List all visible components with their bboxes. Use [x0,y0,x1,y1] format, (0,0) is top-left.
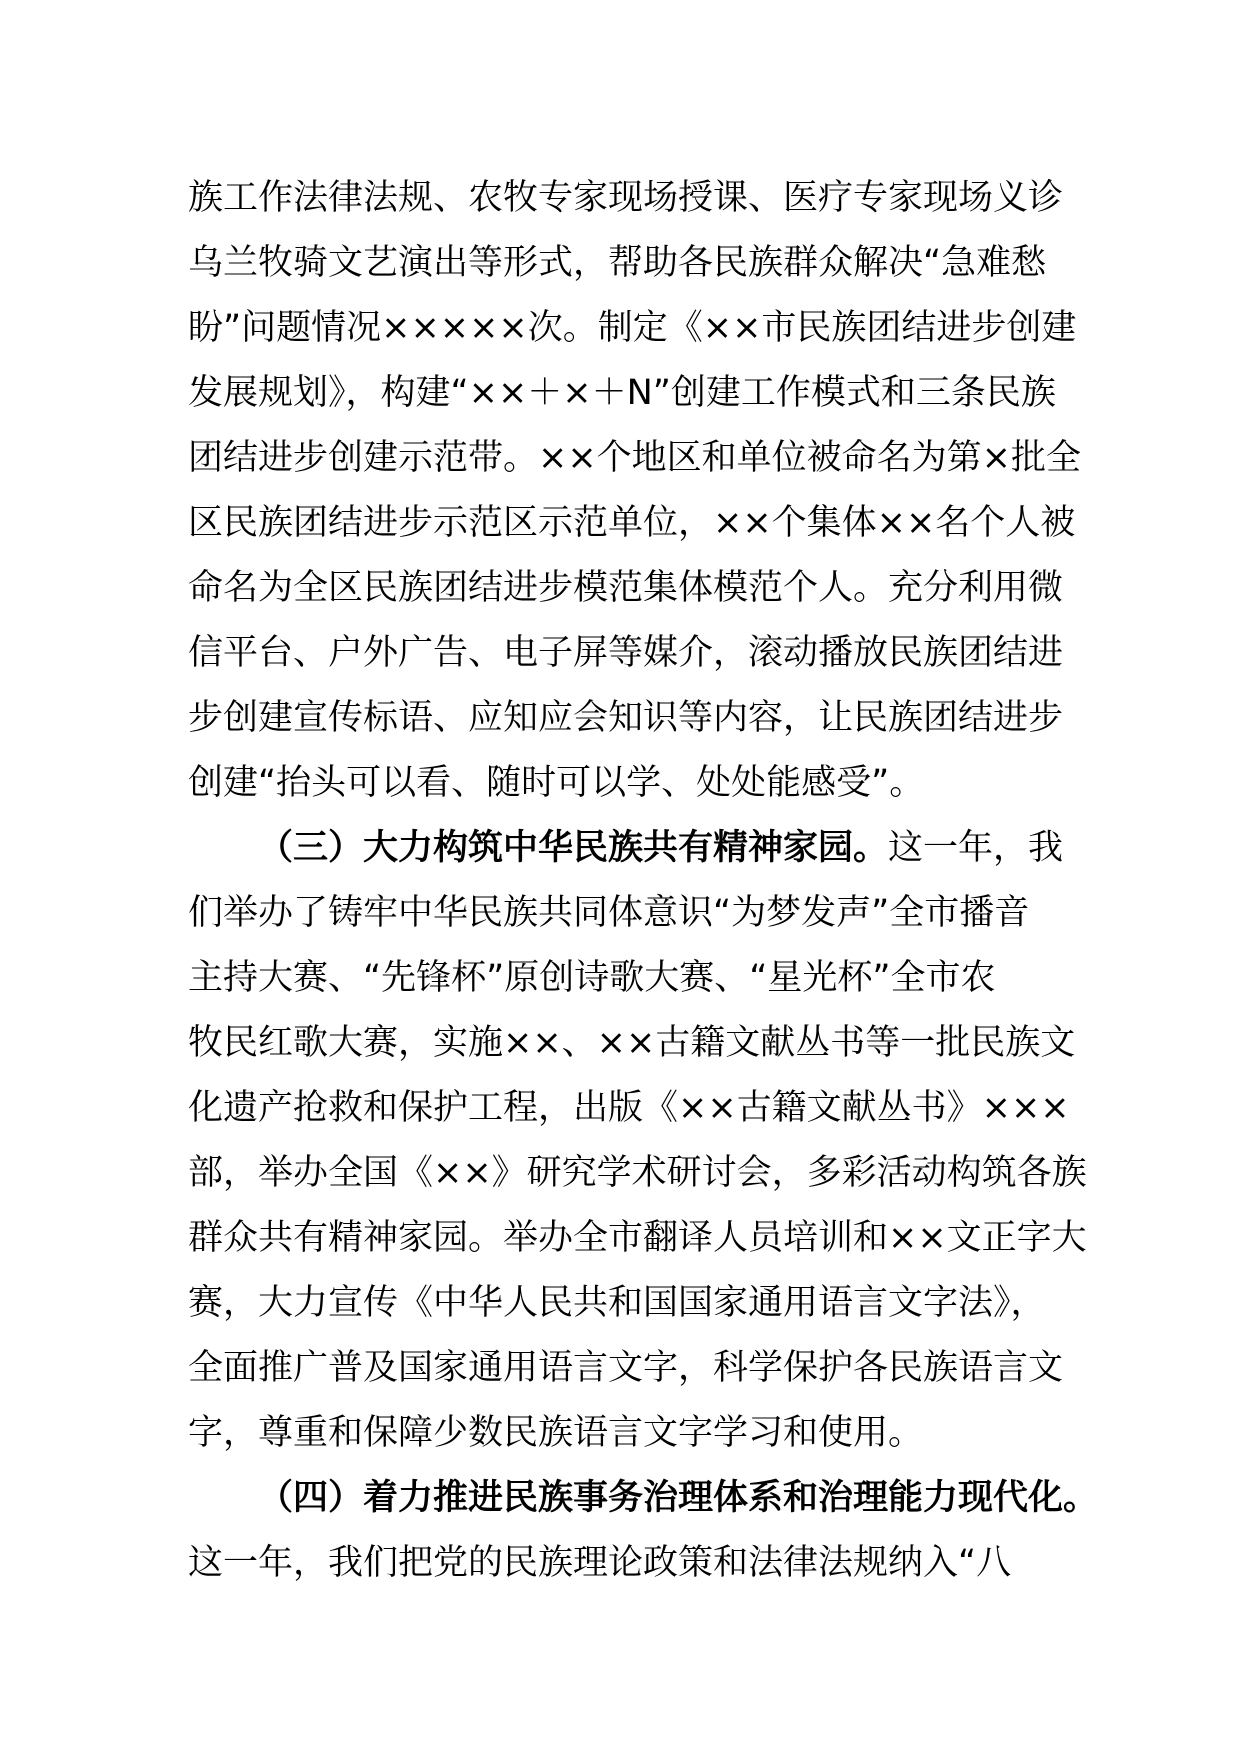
paragraph-3 [188,1466,1099,1596]
paragraph-2 [188,816,1087,1466]
text-line: 字，尊重和保障少数民族语言文字学习和使用。 [188,1413,924,1453]
text-line: 群众共有精神家园。举办全市翻译人员培训和××文正字大 [188,1218,1087,1258]
text-line: 步创建宣传标语、应知应会知识等内容，让民族团结进步 [188,698,1064,738]
section-heading-3: （三）大力构筑中华民族共有精神家园。 [258,828,889,868]
text-line: 区民族团结进步示范区示范单位，××个集体××名个人被 [188,503,1076,543]
text-line [188,1466,1099,1531]
section-heading-4: （四）着力推进民族事务治理体系和治理能力现代化。 [258,1478,1099,1518]
body-text [188,166,1099,1596]
text-line: 赛，大力宣传《中华人民共和国国家通用语言文字法》， [188,1283,1046,1323]
paragraph-1 [188,166,1081,816]
text-line: 乌兰牧骑文艺演出等形式，帮助各民族群众解决“急难愁 [188,243,1047,283]
text-line: 主持大赛、“先锋杯”原创诗歌大赛、“星光杯”全市农 [188,958,996,998]
text-line [188,816,1068,881]
text-line: 牧民红歌大赛，实施××、××古籍文献丛书等一批民族文 [188,1023,1076,1063]
text-line: 盼”问题情况×××××次。制定《××市民族团结进步创建 [188,308,1077,348]
text-line: 族工作法律法规、农牧专家现场授课、医疗专家现场义诊 [188,178,1064,218]
text-line: 创建“抬头可以看、随时可以学、处处能感受”。 [188,763,925,803]
text-line: 命名为全区民族团结进步模范集体模范个人。充分利用微 [188,568,1064,608]
text-line: 部，举办全国《××》研究学术研讨会，多彩活动构筑各族 [188,1153,1087,1193]
text-line: 化遗产抢救和保护工程，出版《××古籍文献丛书》××× [188,1088,1070,1128]
heading-line-rest: 这一年，我 [888,828,1064,868]
text-line: 全面推广普及国家通用语言文字，科学保护各民族语言文 [188,1348,1064,1388]
text-line: 发展规划》，构建“××＋×＋N”创建工作模式和三条民族 [188,373,1056,413]
text-line: 信平台、户外广告、电子屏等媒介，滚动播放民族团结进 [188,633,1064,673]
text-line: 这一年，我们把党的民族理论政策和法律法规纳入“八 [188,1543,1012,1583]
text-line: 们举办了铸牢中华民族共同体意识“为梦发声”全市播音 [188,893,1030,933]
text-line: 团结进步创建示范带。××个地区和单位被命名为第×批全 [188,438,1081,478]
